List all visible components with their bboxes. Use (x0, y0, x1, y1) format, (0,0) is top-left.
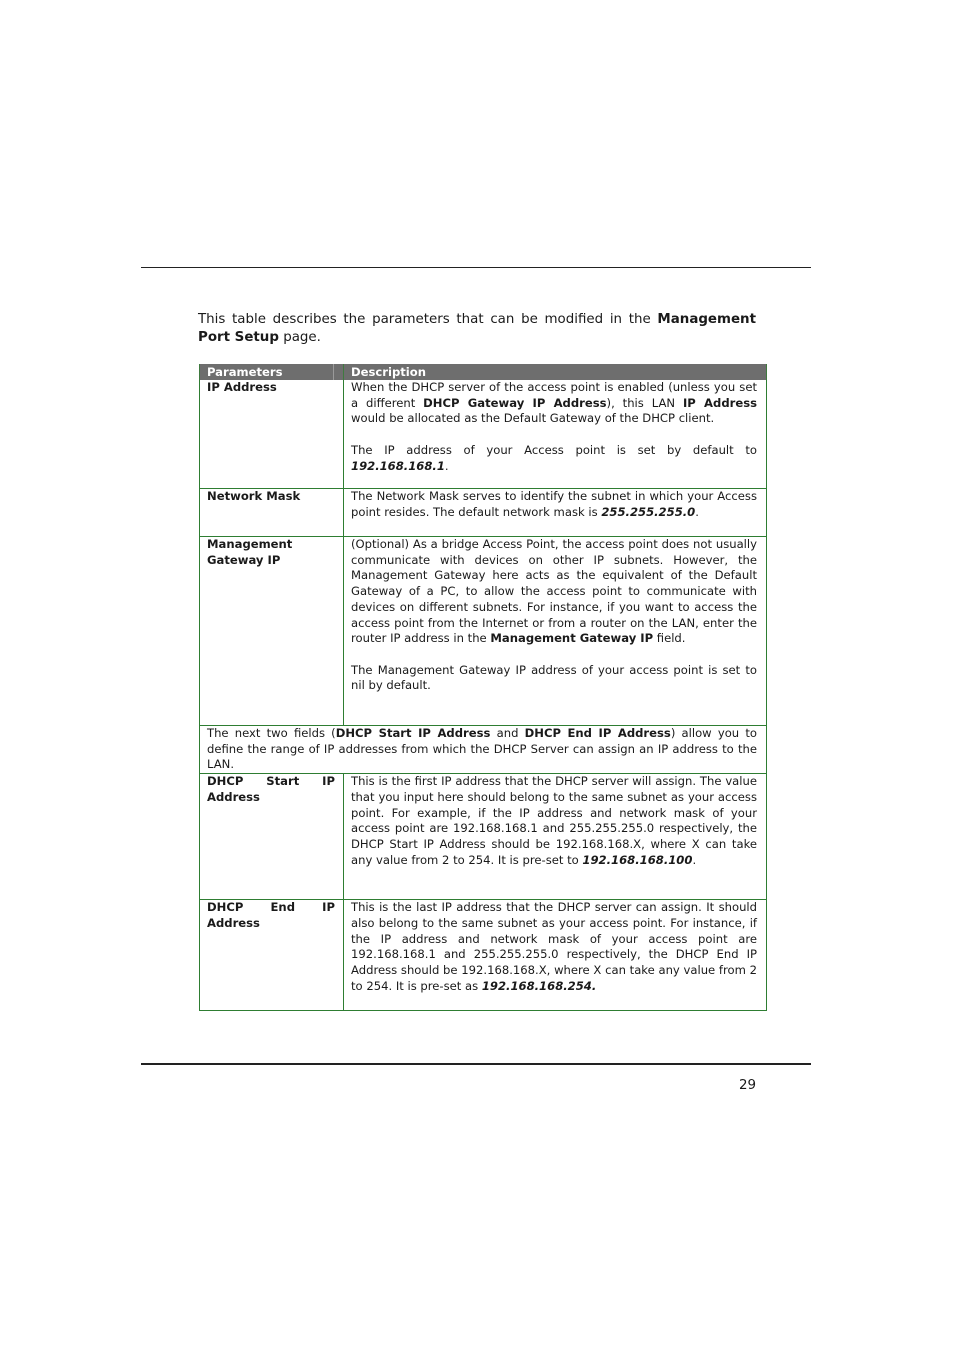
param-network-mask: Network Mask (200, 489, 344, 537)
table-row (200, 489, 767, 537)
table-header-row (200, 364, 767, 380)
header-description: Description (344, 364, 767, 380)
param-ip-address: IP Address (200, 380, 344, 489)
table-row (200, 537, 767, 726)
table-row (200, 726, 767, 774)
header-parameters: Parameters (200, 364, 344, 380)
desc-dhcp-end: This is the last IP address that the DHCP server can assign. It should also belong to the same subnet as your access point. For instance, if the IP address and network mask of your access point are 192.168.168.1 and 255.255.255.0 respectively, the DHCP End IP Address should be 192.168.168.X, where X can take any value from 2 to 254. It is pre-set as 192.168.168.254. (344, 900, 767, 1011)
footer-rule (141, 1063, 811, 1065)
header-rule (141, 267, 811, 268)
param-dhcp-end: DHCP End IP Address (200, 900, 344, 1011)
dhcp-range-note: The next two fields (DHCP Start IP Address and DHCP End IP Address) allow you to define the range of IP addresses from which the DHCP Server can assign an IP address to the LAN. (200, 726, 767, 774)
page-number: 29 (738, 1078, 756, 1093)
param-management-gateway: Management Gateway IP (200, 537, 344, 726)
desc-management-gateway: (Optional) As a bridge Access Point, the access point does not usually communicate with devices on other IP subnets. However, the Management Gateway here acts as the equivalent of the Default Gateway of a PC, to allow the access point to communicate with devices on different subnets. For instance, if you want to access the access point from the Internet or from a router on the LAN, enter the router IP address in the Management Gateway IP field. The Management Gateway IP address of your access point is set to nil by default. (344, 537, 767, 726)
parameters-table (199, 364, 767, 1011)
table-row (200, 774, 767, 900)
table-row (200, 900, 767, 1011)
table-row (200, 380, 767, 489)
intro-paragraph: This table describes the parameters that can be modified in the Management Port Setup page. (198, 312, 756, 345)
desc-ip-address: When the DHCP server of the access point is enabled (unless you set a different DHCP Gateway IP Address), this LAN IP Address would be allocated as the Default Gateway of the DHCP client. The IP address of your Access point is set by default to 192.168.168.1. (344, 380, 767, 489)
desc-network-mask: The Network Mask serves to identify the subnet in which your Access point resides. The default network mask is 255.255.255.0. (344, 489, 767, 537)
param-dhcp-start: DHCP Start IP Address (200, 774, 344, 900)
desc-dhcp-start: This is the first IP address that the DHCP server will assign. The value that you input here should belong to the same subnet as your access point. For example, if the IP address and network mask of your access point are 192.168.168.1 and 255.255.255.0 respectively, the DHCP Start IP Address should be 192.168.168.X, where X can take any value from 2 to 254. It is pre-set to 192.168.168.100. (344, 774, 767, 900)
